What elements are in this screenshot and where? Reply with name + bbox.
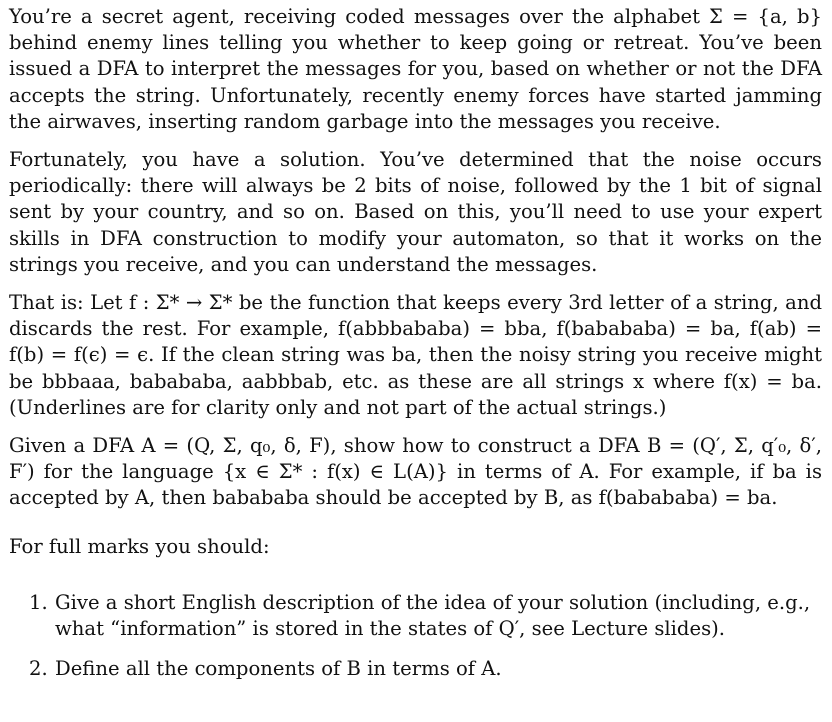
list-item xyxy=(29,656,822,682)
paragraph-task: Given a DFA A = (Q, Σ, q₀, δ, F), show how to construct a DFA B = (Q′, Σ, q′₀, δ′, F′) for the language {x ∈ Σ* : f(x) ∈ L(A)} in terms of A. For example, if ba is accepted by A, then babababa should be accepted by B, as f(babababa) = ba. xyxy=(9,434,822,510)
paragraph-scenario: You’re a secret agent, receiving coded messages over the alphabet Σ = {a, b} behind enemy lines telling you whether to keep going or retreat. You’ve been issued a DFA to interpret the messages for you, based on whether or not the DFA accepts the string. Unfortunately, recently enemy forces have started jamming the airwaves, inserting random garbage into the messages you receive. xyxy=(9,5,822,133)
list-item-text: Define all the components of B in terms of A. xyxy=(55,657,502,681)
list-item-number: 1. xyxy=(29,590,48,614)
paragraph-function-definition: That is: Let f : Σ* → Σ* be the function that keeps every 3rd letter of a string, and discards the rest. For example, f(abbbababa) = bba, f(babababa) = ba, f(ab) = f(b) = f(ϵ) = ϵ. If the clean string was ba, then the noisy string you receive might be bbbaaa, babababa, aabbbab, etc. as these are all strings x where f(x) = ba. (Underlines are for clarity only and not part of the actual strings.) xyxy=(9,291,822,419)
list-item-number: 2. xyxy=(29,657,48,681)
requirements-list xyxy=(9,590,822,683)
full-marks-intro: For full marks you should: xyxy=(9,534,270,558)
list-item-text: Give a short English description of the idea of your solution (including, e.g., what “information” is stored in the states of Q′, see Lecture slides). xyxy=(55,590,811,641)
paragraph-noise: Fortunately, you have a solution. You’ve determined that the noise occurs periodically: there will always be 2 bits of noise, followed by the 1 bit of signal sent by your country, and so on. Based on this, you’ll need to use your expert skills in DFA construction to modify your automaton, so that it works on the strings you receive, and you can understand the messages. xyxy=(9,148,822,276)
list-item xyxy=(29,590,822,642)
